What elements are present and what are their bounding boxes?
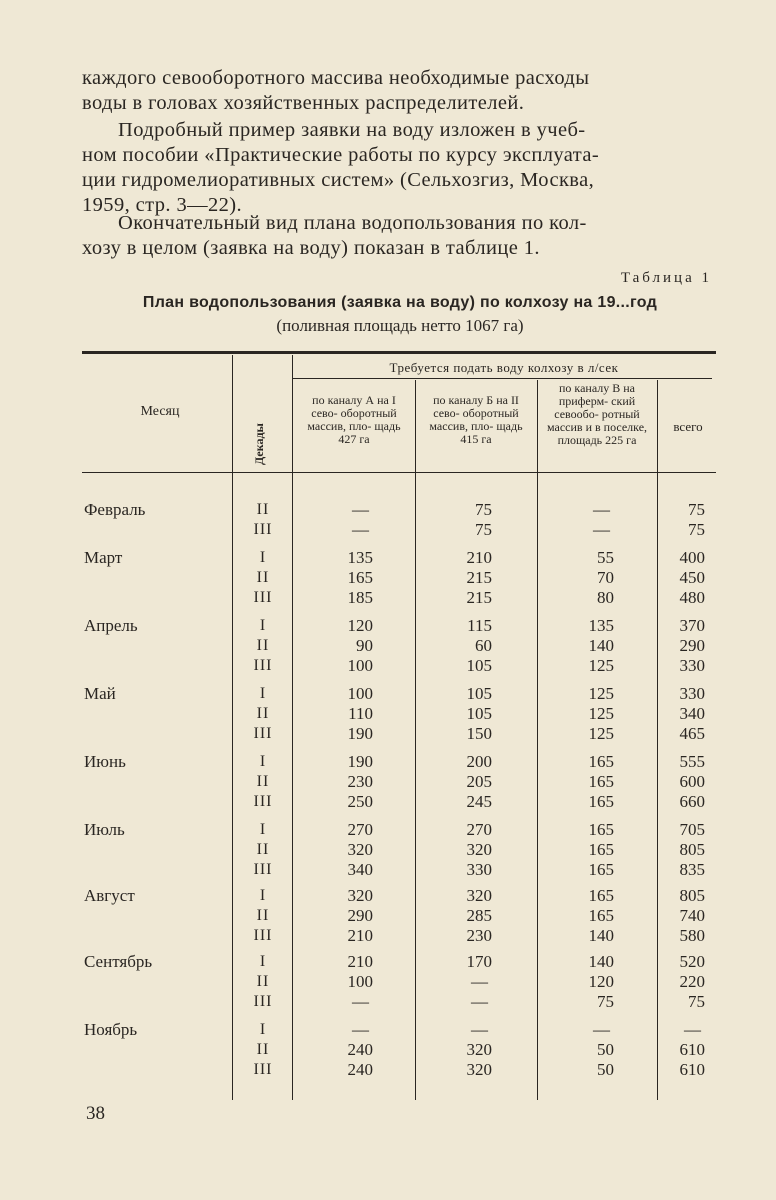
cell-total: 330	[679, 684, 705, 703]
cell-c: 165	[588, 860, 614, 879]
row-decade: I	[259, 821, 267, 838]
text-line: Подробный пример заявки на воду изложен в учеб-	[118, 119, 586, 141]
cell-b: 215	[466, 588, 492, 607]
cell-b: 270	[466, 820, 492, 839]
row-decade: III	[253, 589, 273, 606]
cell-c: 55	[597, 548, 614, 567]
table-subtitle: (поливная площадь нетто 1067 га)	[276, 316, 524, 335]
cell-b: 320	[466, 840, 492, 859]
row-decade: III	[253, 521, 273, 538]
column-divider	[657, 380, 658, 1100]
cell-a: 240	[347, 1040, 373, 1059]
column-divider	[415, 380, 416, 1100]
cell-total: 555	[679, 752, 705, 771]
row-decade: II	[256, 841, 270, 858]
row-decade: I	[259, 685, 267, 702]
cell-a: 110	[348, 704, 373, 723]
cell-a: 340	[347, 860, 373, 879]
row-decade: II	[256, 569, 270, 586]
cell-total: 835	[679, 860, 705, 879]
cell-b: 230	[466, 926, 492, 945]
header-decade: Декады	[252, 423, 266, 465]
header-col-b: по каналу Б на II сево- оборотный массив, пло- щадь 415 га	[429, 393, 523, 446]
cell-a: 210	[347, 926, 373, 945]
cell-total: 75	[688, 992, 705, 1011]
row-decade: III	[253, 793, 273, 810]
cell-total: 480	[679, 588, 705, 607]
cell-a: 100	[347, 684, 373, 703]
cell-c: 120	[588, 972, 614, 991]
cell-b: 105	[466, 656, 492, 675]
column-divider	[232, 355, 233, 1100]
paragraph	[82, 118, 714, 218]
cell-c: 140	[588, 636, 614, 655]
text-line: 1959, стр. 3—22).	[82, 194, 243, 216]
cell-c: 165	[588, 792, 614, 811]
row-month: Апрель	[84, 616, 138, 635]
cell-total: 805	[679, 886, 705, 905]
row-decade: III	[253, 1061, 273, 1078]
cell-a: 90	[356, 636, 373, 655]
cell-a: 190	[347, 724, 373, 743]
cell-b: —	[471, 992, 488, 1011]
cell-b: 105	[466, 704, 492, 723]
row-decade: I	[259, 1021, 267, 1038]
text-line: каждого севооборотного массива необходимые расходы	[82, 67, 590, 89]
cell-total: —	[684, 1020, 701, 1039]
row-decade: III	[253, 657, 273, 674]
cell-b: 215	[466, 568, 492, 587]
cell-total: 465	[679, 724, 705, 743]
cell-c: 70	[597, 568, 614, 587]
cell-total: 400	[679, 548, 705, 567]
cell-c: —	[593, 500, 610, 519]
header-col-total: всего	[673, 419, 703, 434]
cell-b: 245	[466, 792, 492, 811]
header-bottom-rule	[82, 472, 716, 473]
row-decade: III	[253, 725, 273, 742]
text-line: воды в головах хозяйственных распределителей.	[82, 92, 525, 114]
row-decade: III	[253, 861, 273, 878]
row-month: Ноябрь	[84, 1020, 138, 1039]
row-decade: II	[256, 501, 270, 518]
page-number: 38	[86, 1103, 105, 1124]
cell-total: 610	[679, 1040, 705, 1059]
cell-total: 520	[679, 952, 705, 971]
cell-b: 170	[466, 952, 492, 971]
cell-b: 115	[467, 616, 492, 635]
text-line: Окончательный вид плана водопользования по кол-	[118, 212, 587, 234]
cell-b: 75	[475, 520, 492, 539]
cell-a: 185	[347, 588, 373, 607]
row-decade: II	[256, 705, 270, 722]
row-decade: I	[259, 753, 267, 770]
cell-a: 320	[347, 840, 373, 859]
cell-b: 285	[466, 906, 492, 925]
cell-c: 165	[588, 820, 614, 839]
paragraph	[82, 66, 714, 116]
cell-a: —	[352, 992, 369, 1011]
cell-c: 140	[588, 926, 614, 945]
cell-b: 320	[466, 1040, 492, 1059]
header-col-c: по каналу В на приферм- ский севообо- ротный массив и в поселке, площадь 225 га	[546, 381, 648, 447]
header-group-rule	[292, 378, 712, 379]
cell-c: 140	[588, 952, 614, 971]
header-col-a: по каналу А на I сево- оборотный массив, пло- щадь 427 га	[307, 393, 401, 446]
cell-a: 240	[347, 1060, 373, 1079]
row-decade: I	[259, 953, 267, 970]
table-caption: Таблица 1	[620, 270, 712, 286]
cell-total: 75	[688, 520, 705, 539]
cell-c: 50	[597, 1060, 614, 1079]
cell-c: 165	[588, 772, 614, 791]
cell-c: 135	[588, 616, 614, 635]
cell-a: —	[352, 520, 369, 539]
row-month: Май	[84, 684, 116, 703]
cell-total: 290	[679, 636, 705, 655]
cell-a: —	[352, 1020, 369, 1039]
cell-a: 210	[347, 952, 373, 971]
cell-a: 270	[347, 820, 373, 839]
row-month: Февраль	[84, 500, 146, 519]
row-decade: II	[256, 773, 270, 790]
cell-b: 205	[466, 772, 492, 791]
cell-c: —	[593, 1020, 610, 1039]
text-line: хозу в целом (заявка на воду) показан в таблице 1.	[82, 237, 540, 259]
row-decade: II	[256, 973, 270, 990]
cell-total: 805	[679, 840, 705, 859]
column-divider	[292, 355, 293, 1100]
table-title: План водопользования (заявка на воду) по колхозу на 19...год	[142, 294, 658, 311]
row-month: Сентябрь	[84, 952, 153, 971]
cell-a: 320	[347, 886, 373, 905]
text-line: ции гидромелиоративных систем» (Сельхозгиз, Москва,	[82, 169, 595, 191]
cell-total: 705	[679, 820, 705, 839]
cell-b: —	[471, 972, 488, 991]
cell-a: 290	[347, 906, 373, 925]
cell-b: 200	[466, 752, 492, 771]
cell-total: 580	[679, 926, 705, 945]
cell-total: 740	[679, 906, 705, 925]
cell-a: 230	[347, 772, 373, 791]
row-decade: II	[256, 907, 270, 924]
column-divider	[537, 380, 538, 1100]
cell-c: 125	[588, 684, 614, 703]
table-top-rule	[82, 351, 716, 354]
cell-a: 100	[347, 972, 373, 991]
cell-c: —	[593, 520, 610, 539]
cell-total: 220	[679, 972, 705, 991]
row-month: Июль	[84, 820, 125, 839]
cell-a: 100	[347, 656, 373, 675]
row-month: Март	[84, 548, 123, 567]
cell-a: —	[352, 500, 369, 519]
cell-c: 125	[588, 704, 614, 723]
row-decade: I	[259, 887, 267, 904]
cell-b: 60	[475, 636, 492, 655]
cell-total: 75	[688, 500, 705, 519]
row-decade: II	[256, 637, 270, 654]
cell-a: 165	[347, 568, 373, 587]
row-decade: II	[256, 1041, 270, 1058]
cell-c: 165	[588, 906, 614, 925]
cell-c: 165	[588, 752, 614, 771]
cell-total: 660	[679, 792, 705, 811]
cell-b: 210	[466, 548, 492, 567]
cell-total: 600	[679, 772, 705, 791]
cell-b: 150	[466, 724, 492, 743]
cell-c: 80	[597, 588, 614, 607]
cell-a: 135	[347, 548, 373, 567]
cell-c: 165	[588, 886, 614, 905]
cell-a: 190	[347, 752, 373, 771]
row-month: Август	[84, 886, 135, 905]
header-group: Требуется подать воду колхозу в л/сек	[389, 360, 619, 375]
cell-c: 75	[597, 992, 614, 1011]
cell-b: 105	[466, 684, 492, 703]
cell-a: 250	[347, 792, 373, 811]
row-decade: I	[259, 617, 267, 634]
cell-total: 450	[679, 568, 705, 587]
cell-a: 120	[347, 616, 373, 635]
cell-total: 370	[679, 616, 705, 635]
cell-c: 165	[588, 840, 614, 859]
cell-b: 320	[466, 1060, 492, 1079]
cell-b: 330	[466, 860, 492, 879]
row-decade: I	[259, 549, 267, 566]
row-month: Июнь	[84, 752, 126, 771]
row-decade: III	[253, 993, 273, 1010]
cell-c: 50	[597, 1040, 614, 1059]
cell-b: 75	[475, 500, 492, 519]
cell-total: 330	[679, 656, 705, 675]
paragraph	[82, 211, 714, 261]
text-line: ном пособии «Практические работы по курсу эксплуата-	[82, 144, 600, 166]
row-decade: III	[253, 927, 273, 944]
cell-total: 610	[679, 1060, 705, 1079]
cell-c: 125	[588, 656, 614, 675]
cell-b: —	[471, 1020, 488, 1039]
cell-total: 340	[679, 704, 705, 723]
header-month: Месяц	[140, 404, 180, 419]
cell-b: 320	[466, 886, 492, 905]
cell-c: 125	[588, 724, 614, 743]
